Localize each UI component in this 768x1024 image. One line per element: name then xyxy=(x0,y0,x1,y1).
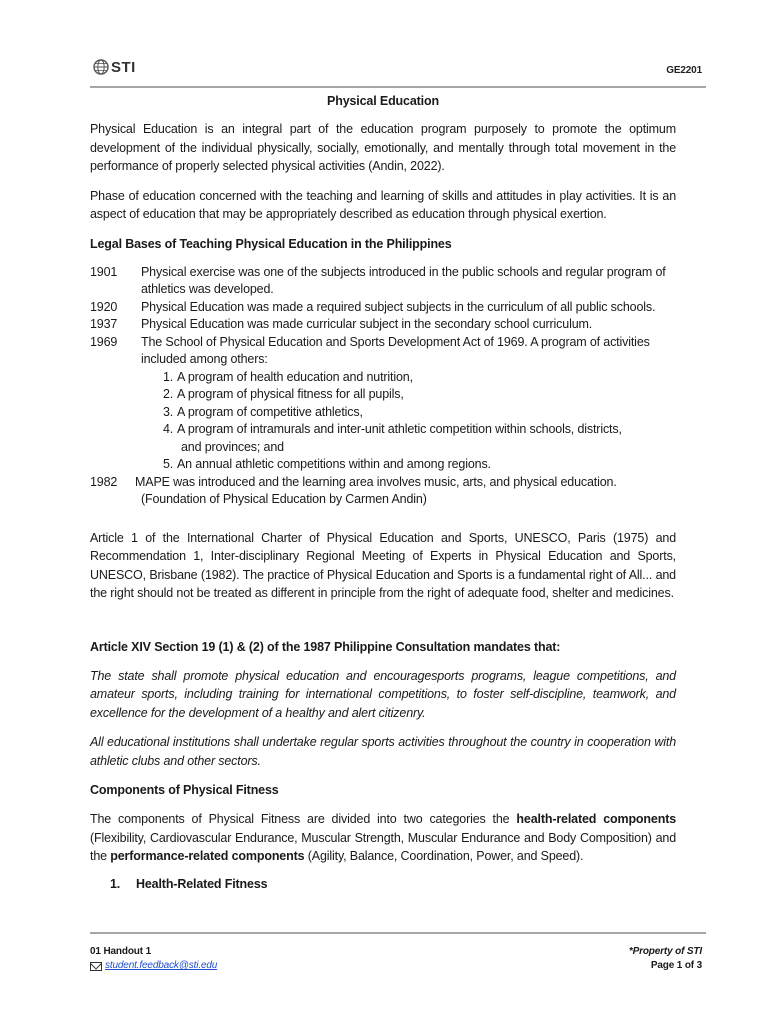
program-number: 2. xyxy=(163,387,174,401)
program-number: 5. xyxy=(163,457,174,471)
legal-timeline xyxy=(90,264,676,509)
footer-divider xyxy=(90,932,706,934)
handout-label: 01 Handout 1 xyxy=(90,946,151,957)
performance-related-term: performance-related components xyxy=(110,849,305,863)
program-text: A program of competitive athletics, xyxy=(177,404,363,419)
program-number: 1. xyxy=(163,369,174,384)
timeline-year: 1969 xyxy=(90,334,118,349)
program-text: A program of health education and nutrition, xyxy=(177,369,413,384)
timeline-text: The School of Physical Education and Sports Development Act of 1969. A program of activities included among others: xyxy=(141,334,650,366)
document-title: Physical Education xyxy=(327,94,439,108)
program-text: A program of physical fitness for all pupils, xyxy=(177,387,404,401)
program-item xyxy=(163,404,676,422)
timeline-entry xyxy=(90,299,676,317)
list-text: Health-Related Fitness xyxy=(136,876,268,891)
program-item xyxy=(163,369,676,387)
timeline-entry xyxy=(90,474,676,492)
timeline-entry xyxy=(90,334,676,474)
timeline-text: MAPE was introduced and the learning area involves music, arts, and physical education. xyxy=(135,474,617,489)
document-body xyxy=(90,94,676,891)
article-quote-1: The state shall promote physical education and encouragesports programs, league competitions, and amateur sports, including training for international competitions, to foster self-discipline, teamwork, and excellence for the development of a healthy and alert citizenry. xyxy=(90,668,676,720)
intro-paragraph: Physical Education is an integral part of the education program purposely to promote the optimum development of the individual physically, socially, emotionally, and mentally through total movement in the performance of properly selected physical activities (Andin, 2022). xyxy=(90,122,676,173)
timeline-entry xyxy=(90,264,676,299)
timeline-entry xyxy=(90,316,676,334)
timeline-year: 1920 xyxy=(90,299,118,314)
program-text-continued: and provinces; and xyxy=(181,439,284,454)
program-list xyxy=(141,369,676,474)
program-item xyxy=(163,456,676,474)
article-quote-2: All educational institutions shall undertake regular sports activities throughout the country in cooperation with athletic clubs and other sectors. xyxy=(90,735,676,768)
timeline-year: 1901 xyxy=(90,264,118,279)
timeline-year: 1937 xyxy=(90,317,118,331)
list-number: 1. xyxy=(110,876,121,891)
program-text: An annual athletic competitions within and among regions. xyxy=(177,457,491,471)
components-heading: Components of Physical Fitness xyxy=(90,783,279,797)
property-notice: *Property of STI xyxy=(628,946,702,957)
document-code: GE2201 xyxy=(666,65,702,76)
program-text: A program of intramurals and inter-unit athletic competition within schools, districts, xyxy=(177,422,622,436)
envelope-icon xyxy=(90,962,102,971)
components-paragraph: The components of Physical Fitness are divided into two categories the health-related components (Flexibility, Cardiovascular Endurance, Muscular Strength, Muscular Endurance and Body Composition) and the performance-related components (Agility, Balance, Coordination, Power, and Speed). xyxy=(90,812,677,863)
sti-globe-icon xyxy=(93,59,109,75)
feedback-email-link[interactable]: student.feedback@sti.edu xyxy=(105,960,218,971)
program-number: 3. xyxy=(163,404,174,419)
list-item xyxy=(110,877,676,891)
timeline-text: Physical Education was made a required subject subjects in the curriculum of all public schools. xyxy=(141,299,656,314)
health-related-term: health-related components xyxy=(516,812,677,826)
header-divider xyxy=(90,86,706,88)
program-number: 4. xyxy=(163,422,174,436)
citation: (Foundation of Physical Education by Carmen Andin) xyxy=(141,492,427,506)
sti-logo xyxy=(93,56,136,78)
timeline-year: 1982 xyxy=(90,474,118,489)
charter-paragraph: Article 1 of the International Charter of Physical Education and Sports, UNESCO, Paris (1975) and Recommendation 1, Inter-disciplinary Regional Meeting of Experts in Physical Education and Sports, UNESCO, Brisbane (1982). The practice of Physical Education and Sports is a fundamental right of All... and the right should not be treated as different in principle from the right of adequate food, shelter and medicines. xyxy=(90,530,676,600)
program-item xyxy=(163,421,676,439)
program-item xyxy=(163,386,676,404)
phase-paragraph: Phase of education concerned with the teaching and learning of skills and attitudes in play activities. It is an aspect of education that may be appropriately described as education through physical exertion. xyxy=(90,188,676,221)
legal-bases-heading: Legal Bases of Teaching Physical Education in the Philippines xyxy=(90,236,452,251)
article-heading: Article XIV Section 19 (1) & (2) of the 1987 Philippine Consultation mandates that: xyxy=(90,639,561,654)
page-header xyxy=(90,56,708,86)
timeline-text: Physical exercise was one of the subjects introduced in the public schools and regular program of athletics was developed. xyxy=(141,264,666,296)
page-number: Page 1 of 3 xyxy=(650,960,702,971)
logo-text: STI xyxy=(111,58,136,76)
timeline-text: Physical Education was made curricular subject in the secondary school curriculum. xyxy=(141,317,593,331)
